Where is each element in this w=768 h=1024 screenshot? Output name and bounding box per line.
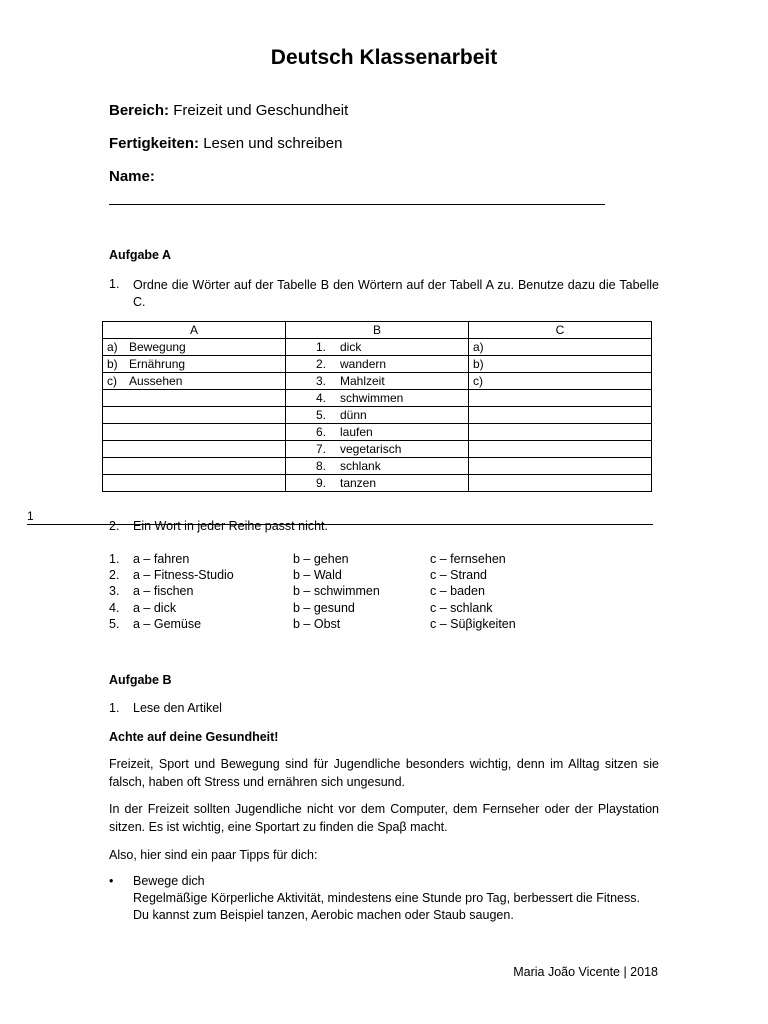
table-row [103, 373, 652, 390]
table-cell [103, 339, 286, 356]
bereich-label: Bereich: [109, 102, 170, 119]
option-a: a – Gemüse [133, 617, 202, 631]
bereich-field [109, 102, 348, 119]
tip-line-2: Du kannst zum Beispiel tanzen, Aerobic machen oder Staub saugen. [133, 908, 514, 922]
article-paragraph-2: In der Freizeit sollten Jugendliche nicht vor dem Computer, dem Fernseher oder der Playstation sitzen. Es ist wichtig, eine Sportart zu finden die Spaβ macht. [109, 802, 659, 834]
item-text: Ernährung [129, 356, 186, 371]
table-cell-empty[interactable] [469, 458, 652, 475]
table-header-c: C [469, 322, 652, 339]
option-a: a – fischen [133, 584, 194, 598]
name-field [109, 168, 155, 185]
table-header-a: A [103, 322, 286, 339]
article-title: Achte auf deine Gesundheit! [109, 730, 279, 744]
fertigkeiten-field [109, 135, 342, 152]
item-label: 5. [316, 407, 327, 422]
option-b: b – schwimmen [293, 584, 380, 598]
table-cell [286, 373, 469, 390]
article-paragraph-3: Also, hier sind ein paar Tipps für dich: [109, 848, 318, 862]
item-text: wandern [340, 356, 387, 371]
table-cell [286, 407, 469, 424]
task-a1-number: 1. [109, 277, 120, 291]
option-b: b – gesund [293, 601, 355, 615]
fertigkeiten-label: Fertigkeiten: [109, 135, 200, 152]
fertigkeiten-value: Lesen und schreiben [203, 135, 343, 152]
item-text: Bewegung [129, 339, 186, 354]
table-cell [286, 390, 469, 407]
option-b: b – Wald [293, 568, 342, 582]
answer-cell[interactable]: b) [469, 356, 652, 373]
odd-one-out-row [109, 568, 569, 585]
table-row [103, 441, 652, 458]
table-cell-empty[interactable] [103, 424, 286, 441]
item-text: schlank [340, 458, 381, 473]
row-number: 3. [109, 584, 120, 598]
item-text: vegetarisch [340, 441, 402, 456]
table-row [103, 407, 652, 424]
name-write-line [109, 204, 605, 205]
tip-line-1: Regelmäßige Körperliche Aktivität, mindestens eine Stunde pro Tag, berbessert die Fitness. [133, 891, 640, 905]
page-number: 1 [27, 509, 34, 523]
name-label: Name: [109, 168, 155, 185]
table-row [103, 475, 652, 492]
table-cell-empty[interactable] [103, 458, 286, 475]
bullet-symbol: • [109, 874, 114, 888]
item-label: 8. [316, 458, 327, 473]
table-cell-empty[interactable] [469, 441, 652, 458]
tip-bullet [109, 873, 640, 924]
table-header-b: B [286, 322, 469, 339]
item-label: 6. [316, 424, 327, 439]
table-cell [286, 475, 469, 492]
aufgabe-a-heading: Aufgabe A [109, 248, 172, 262]
item-text: schwimmen [340, 390, 404, 405]
table-header-row [103, 322, 652, 339]
task-a2 [109, 519, 328, 533]
table-cell-empty[interactable] [469, 390, 652, 407]
item-label: 3. [316, 373, 327, 388]
option-c: c – schlank [430, 601, 493, 615]
table-cell-empty[interactable] [469, 475, 652, 492]
article-paragraph-1: Freizeit, Sport und Bewegung sind für Jugendliche besonders wichtig, denn im Alltag sitzen sie falsch, haben oft Stress und ernähren sich ungesund. [109, 757, 659, 789]
odd-one-out-row [109, 601, 569, 618]
footer-author: Maria João Vicente | 2018 [513, 965, 658, 979]
page-title: Deutsch Klassenarbeit [270, 46, 498, 69]
answer-cell[interactable]: c) [469, 373, 652, 390]
item-text: Aussehen [129, 373, 183, 388]
table-cell-empty[interactable] [103, 475, 286, 492]
table-cell [286, 441, 469, 458]
item-label: 1. [316, 339, 327, 354]
table-row [103, 339, 652, 356]
task-b1-number: 1. [109, 701, 120, 715]
table-cell [286, 424, 469, 441]
table-cell-empty[interactable] [103, 407, 286, 424]
table-cell-empty[interactable] [103, 390, 286, 407]
table-cell [286, 356, 469, 373]
bereich-value: Freizeit und Geschundheit [173, 102, 349, 119]
task-a2-text: Ein Wort in jeder Reihe passt nicht. [133, 519, 329, 533]
odd-one-out-row [109, 552, 569, 569]
item-text: Mahlzeit [340, 373, 385, 388]
option-b: b – gehen [293, 552, 349, 566]
task-b1-text: Lese den Artikel [133, 701, 222, 715]
odd-one-out-row [109, 584, 569, 601]
table-row [103, 390, 652, 407]
table-row [103, 424, 652, 441]
option-a: a – fahren [133, 552, 190, 566]
tip-title: Bewege dich [133, 874, 205, 888]
option-c: c – Süβigkeiten [430, 617, 516, 631]
row-number: 2. [109, 568, 120, 582]
row-number: 1. [109, 552, 120, 566]
option-a: a – Fitness-Studio [133, 568, 234, 582]
item-label: a) [107, 339, 118, 354]
aufgabe-b-heading: Aufgabe B [109, 673, 172, 687]
option-c: c – Strand [430, 568, 487, 582]
table-cell-empty[interactable] [469, 407, 652, 424]
table-cell [103, 356, 286, 373]
matching-table [102, 321, 652, 492]
option-c: c – fernsehen [430, 552, 506, 566]
task-b1 [109, 701, 222, 715]
option-c: c – baden [430, 584, 485, 598]
item-label: 7. [316, 441, 327, 456]
table-cell-empty[interactable] [469, 424, 652, 441]
table-cell-empty[interactable] [103, 441, 286, 458]
task-a1-text: Ordne die Wörter auf der Tabelle B den Wörtern auf der Tabell A zu. Benutze dazu die Tabelle C. [133, 278, 659, 309]
item-label: 4. [316, 390, 327, 405]
task-a2-number: 2. [109, 519, 120, 533]
table-cell [103, 373, 286, 390]
item-label: 9. [316, 475, 327, 490]
row-number: 5. [109, 617, 120, 631]
row-number: 4. [109, 601, 120, 615]
option-a: a – dick [133, 601, 177, 615]
item-label: 2. [316, 356, 327, 371]
answer-cell[interactable]: a) [469, 339, 652, 356]
item-text: tanzen [340, 475, 377, 490]
item-text: dick [340, 339, 362, 354]
odd-one-out-row [109, 617, 569, 634]
table-cell [286, 458, 469, 475]
item-text: laufen [340, 424, 373, 439]
table-cell [286, 339, 469, 356]
item-text: dünn [340, 407, 367, 422]
option-b: b – Obst [293, 617, 341, 631]
item-label: b) [107, 356, 118, 371]
task-a1 [109, 277, 659, 311]
item-label: c) [107, 373, 117, 388]
table-row [103, 458, 652, 475]
table-row [103, 356, 652, 373]
